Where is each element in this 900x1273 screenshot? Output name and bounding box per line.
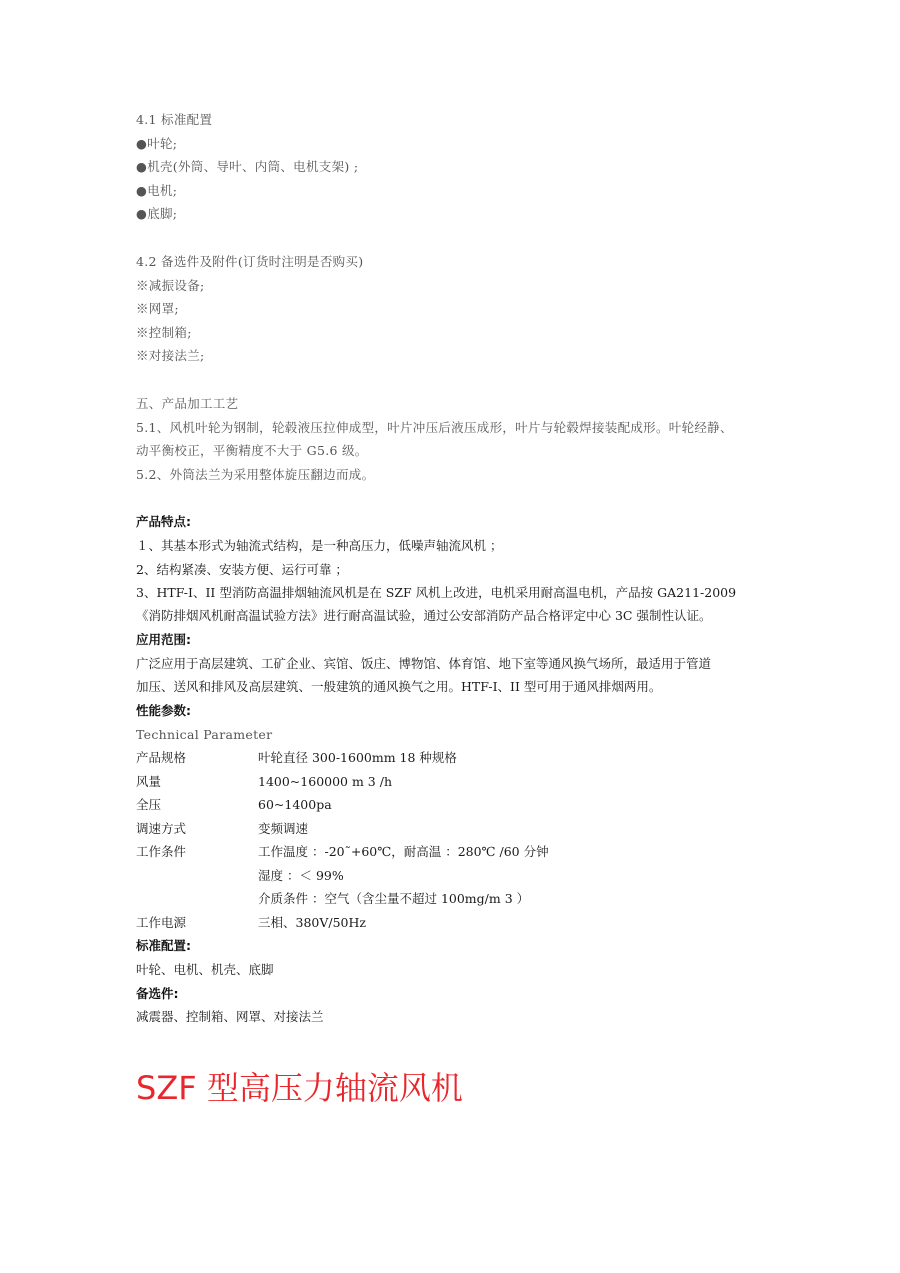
section-41-heading: 4.1 标准配置 [136,112,213,127]
list-item: ●叶轮; [136,136,178,151]
param-value: 叶轮直径 300-1600mm 18 种规格 [258,750,457,765]
performance-heading: 性能参数: [136,703,191,718]
param-label: 工作电源 [136,915,187,930]
param-value: 介质条件 ：空气（含尘量不超过 100mg/m 3 ） [258,891,530,906]
list-item: ※对接法兰; [136,348,205,363]
list-item: ※控制箱; [136,325,192,340]
optional-text: 减震器、控制箱、网罩、对接法兰 [136,1009,324,1024]
param-label: 调速方式 [136,821,187,836]
param-label: 全压 [136,797,162,812]
section-5-heading: 五、产品加工工艺 [136,396,239,411]
param-value: 湿度 ：＜ 99% [258,868,344,883]
product-title: SZF 型高压力轴流风机 [136,1069,463,1107]
application-text: 加压、送风和排风及高层建筑、一般建筑的通风换气之用。HTF-I、II 型可用于通风排烟两用。 [136,679,662,694]
standard-config-text: 叶轮、电机、机壳、底脚 [136,962,274,977]
application-heading: 应用范围: [136,632,191,647]
section-42-heading: 4.2 备选件及附件(订货时注明是否购买) [136,254,364,269]
param-value: 1400~160000 m 3 /h [258,774,392,789]
param-value: 三相、380V/50Hz [258,915,366,930]
feature-item: 2、结构紧凑、安装方便、运行可靠 ； [136,562,348,577]
list-item: ※减振设备; [136,278,205,293]
list-item: ●机壳(外筒、导叶、内筒、电机支架) ; [136,159,359,174]
list-item: ※网罩; [136,301,179,316]
param-label: 风量 [136,774,162,789]
features-heading: 产品特点: [136,514,191,529]
list-item: ●底脚; [136,206,178,221]
paragraph-line: 5.1、风机叶轮为钢制，轮毂液压拉伸成型，叶片冲压后液压成形，叶片与轮毂焊接装配成形。叶轮经静、 [136,420,733,435]
performance-subtitle: Technical Parameter [136,727,273,742]
feature-item: 3、HTF-I、II 型消防高温排烟轴流风机是在 SZF 风机上改进，电机采用耐高温电机，产品按 GA211-2009 [136,585,737,600]
param-label: 工作条件 [136,844,187,859]
param-value: 60~1400pa [258,797,332,812]
feature-item: １、其基本形式为轴流式结构，是一种高压力，低噪声轴流风机 ； [136,538,503,553]
application-text: 广泛应用于高层建筑、工矿企业、宾馆、饭庄、博物馆、体育馆、地下室等通风换气场所，最适用于管道 [136,656,712,671]
optional-heading: 备选件: [136,986,179,1001]
param-value: 工作温度 ：-20˜+60℃，耐高温 ：280℃ /60 分钟 [258,844,549,859]
param-label: 产品规格 [136,750,187,765]
feature-item: 《消防排烟风机耐高温试验方法》进行耐高温试验，通过公安部消防产品合格评定中心 3C 强制性认证。 [136,608,712,623]
paragraph-line: 动平衡校正，平衡精度不大于 G5.6 级。 [136,443,368,458]
paragraph-line: 5.2、外筒法兰为采用整体旋压翻边而成。 [136,467,375,482]
list-item: ●电机; [136,183,178,198]
standard-config-heading: 标准配置: [136,938,191,953]
param-value: 变频调速 [258,821,309,836]
